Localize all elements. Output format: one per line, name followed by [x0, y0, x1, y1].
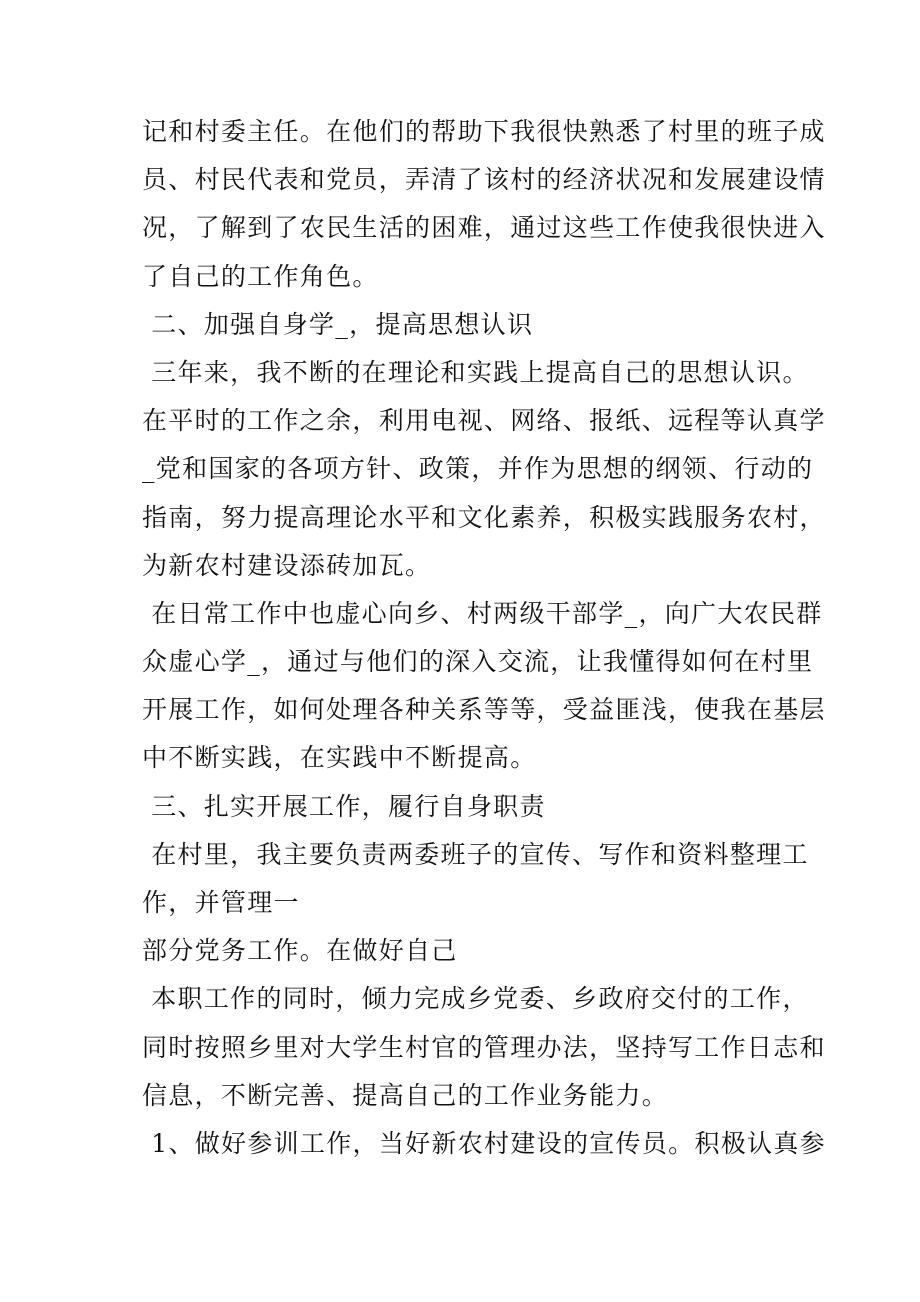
text-line: 众虚心学_，通过与他们的深入交流，让我懂得如何在村里 [142, 647, 814, 677]
text-line: 同时按照乡里对大学生村官的管理办法，坚持写工作日志和 [142, 1032, 826, 1062]
text-line: 1、做好参训工作，当好新农村建设的宣传员。积极认真参 [142, 1128, 826, 1158]
text-line: 在平时的工作之余，利用电视、网络、报纸、远程等认真学 [142, 406, 826, 436]
text-line: 三年来，我不断的在理论和实践上提高自己的思想认识。 [142, 357, 809, 387]
text-line: 开展工作，如何处理各种关系等等，受益匪浅，使我在基层 [142, 695, 826, 725]
text-line: 记和村委主任。在他们的帮助下我很快熟悉了村里的班子成 [142, 117, 826, 146]
section-heading: 三、扎实开展工作，履行自身职责 [142, 791, 546, 821]
text-line: 为新农村建设添砖加瓦。 [142, 550, 432, 580]
text-line: 本职工作的同时，倾力完成乡党委、乡政府交付的工作， [142, 984, 809, 1014]
text-line: 在日常工作中也虚心向乡、村两级干部学_，向广大农民群 [142, 598, 823, 628]
text-line: 部分党务工作。在做好自己 [142, 936, 458, 966]
text-line: 作，并管理一 [142, 888, 300, 917]
text-line: 在村里，我主要负责两委班子的宣传、写作和资料整理工 [142, 839, 809, 869]
section-heading: 二、加强自身学_，提高思想认识 [142, 309, 534, 339]
text-line: 中不断实践，在实践中不断提高。 [142, 743, 537, 773]
text-line: _党和国家的各项方针、政策，并作为思想的纲领、行动的 [142, 454, 814, 484]
text-line: 况，了解到了农民生活的困难，通过这些工作使我很快进入 [142, 213, 826, 243]
text-line: 员、村民代表和党员，弄清了该村的经济状况和发展建设情 [142, 165, 826, 195]
document-body [142, 108, 826, 1168]
text-line: 指南，努力提高理论水平和文化素养，积极实践服务农村， [142, 502, 826, 532]
text-line: 了自己的工作角色。 [142, 261, 379, 291]
text-line: 信息，不断完善、提高自己的工作业务能力。 [142, 1080, 669, 1110]
